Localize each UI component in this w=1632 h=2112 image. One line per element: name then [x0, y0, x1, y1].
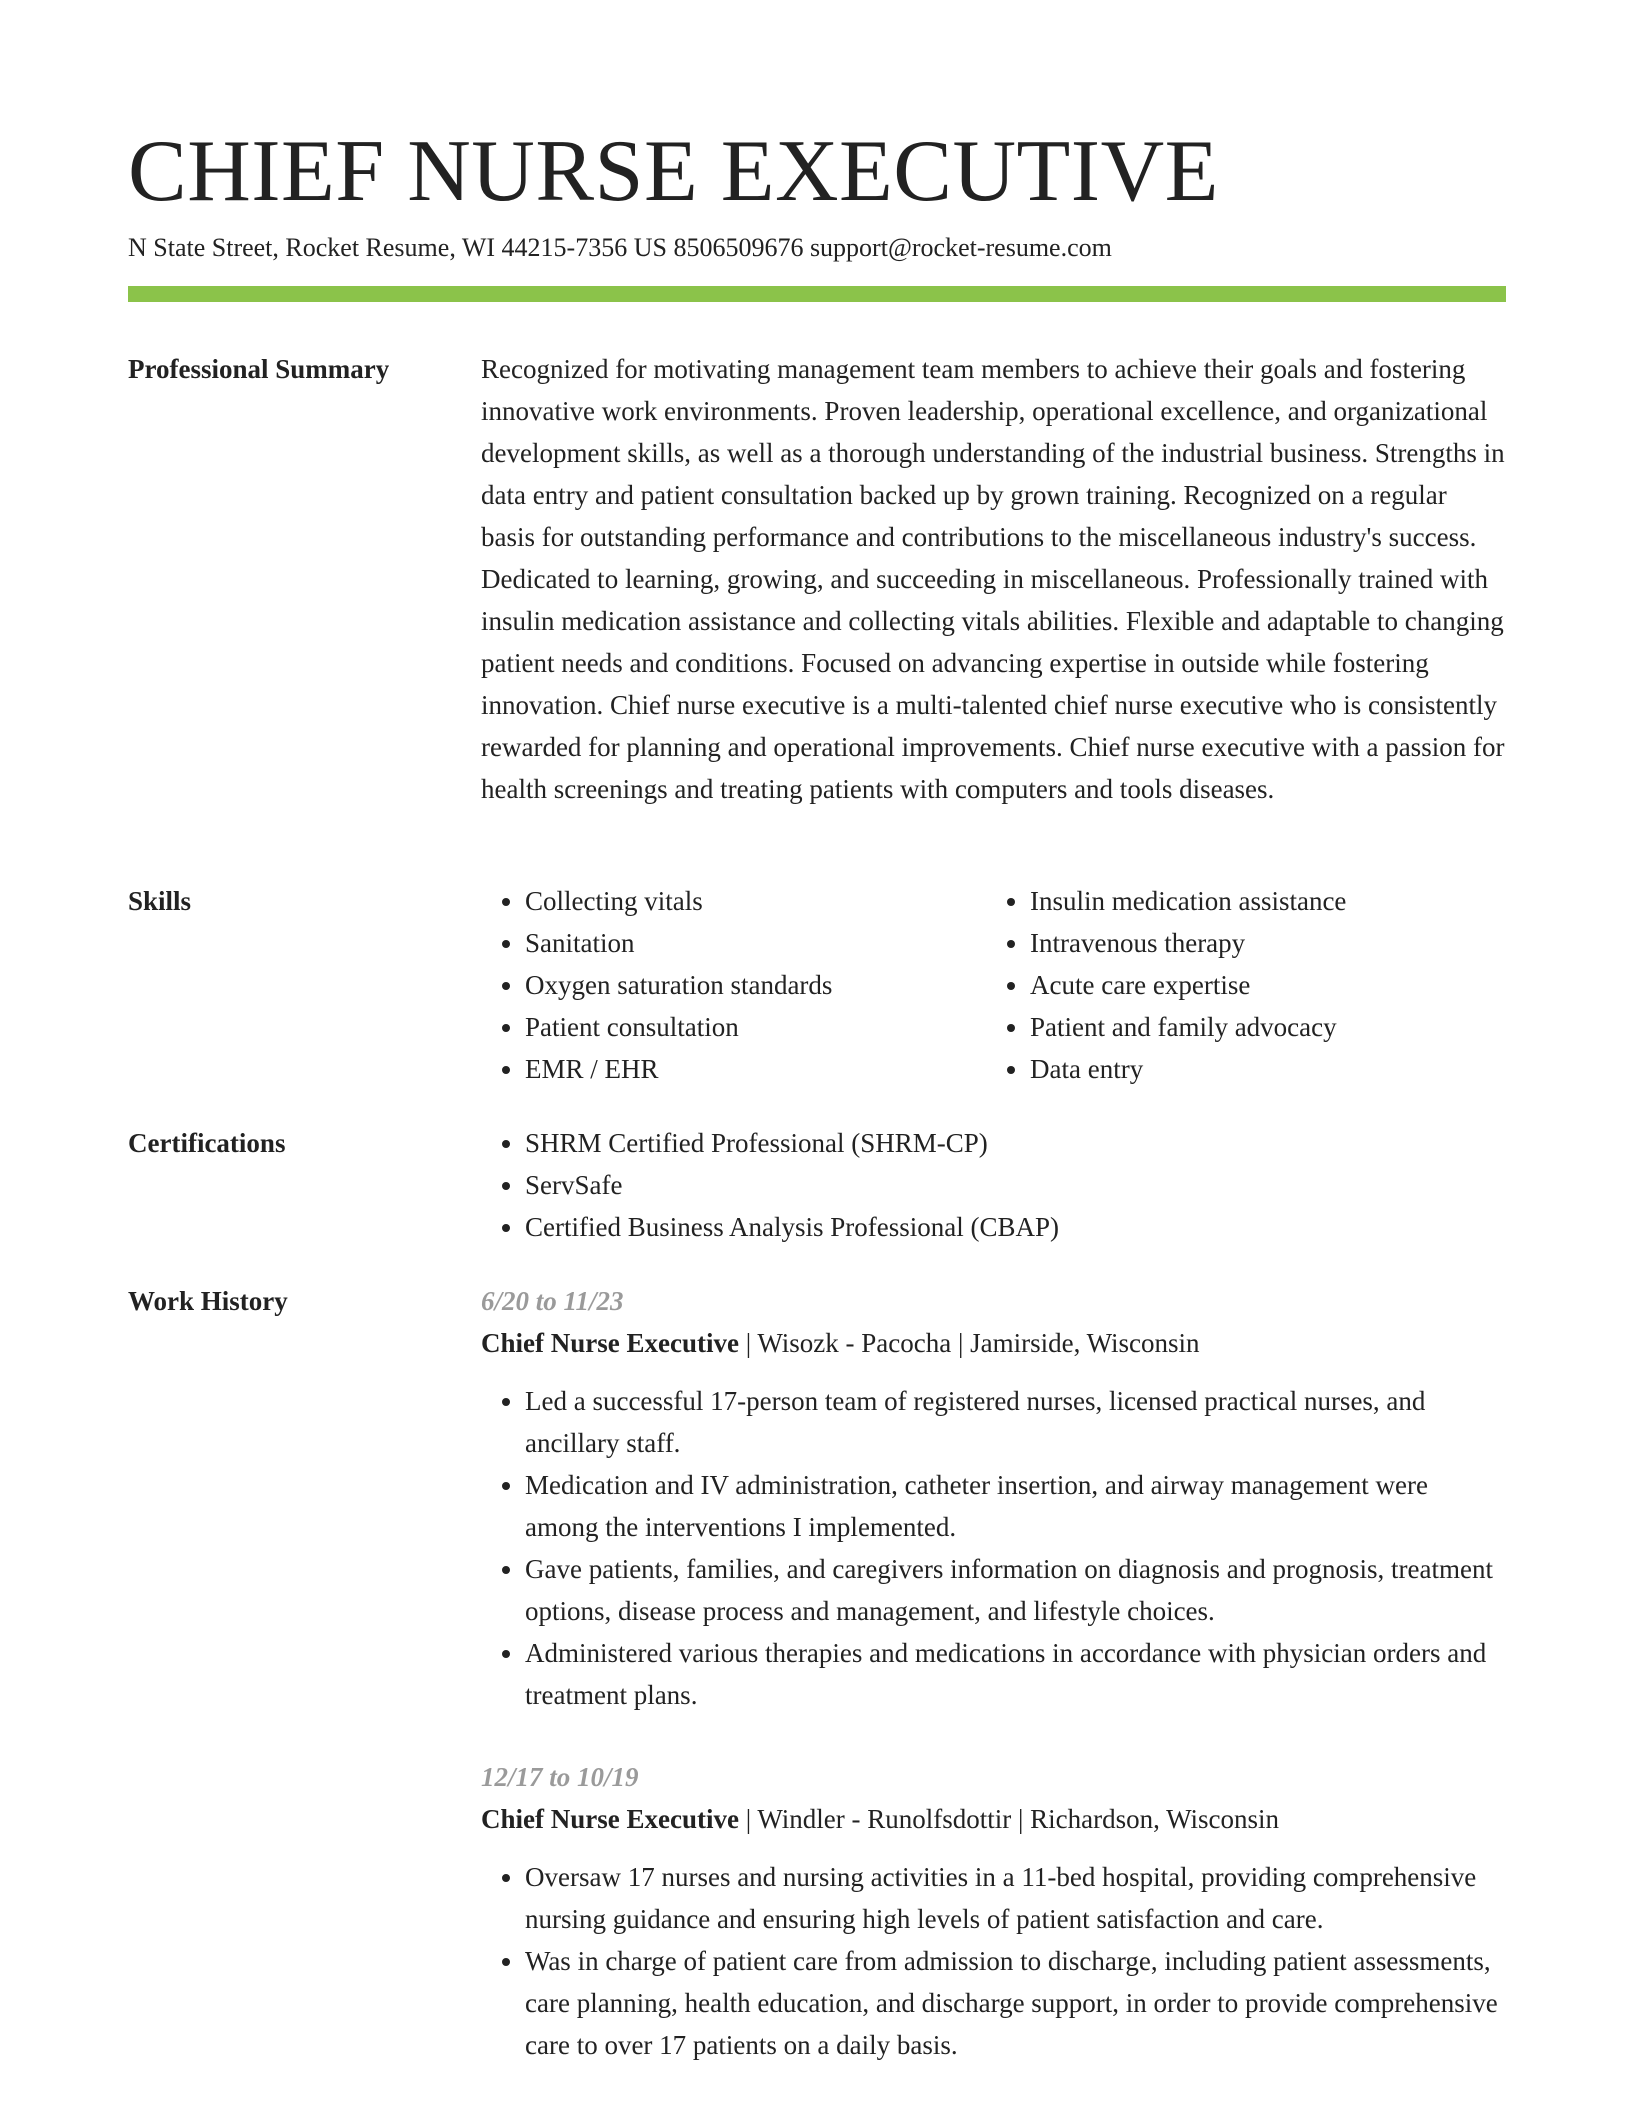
certifications-list [481, 1122, 1506, 1248]
job-dates: 6/20 to 11/23 [481, 1286, 624, 1316]
job-bullet: • Gave patients, families, and caregivers information on diagnosis and prognosis, treatment options, disease process and management, and lifestyle choices. [525, 1548, 1506, 1632]
resume-name: CHIEF NURSE EXECUTIVE [128, 123, 1219, 220]
job-entry [481, 1280, 1506, 1716]
skill-item: • EMR / EHR [525, 1048, 986, 1090]
section-title-skills: Skills [128, 886, 192, 916]
job-entry [481, 1756, 1506, 2066]
section-title-certifications: Certifications [128, 1128, 286, 1158]
skill-item: • Collecting vitals [525, 880, 986, 922]
summary-text: Recognized for motivating management team members to achieve their goals and fostering innovative work environments. Proven leadership, operational excellence, and organizational development skills, as well as a thorough understanding of the industrial business. Strengths in data entry and patient consultation backed up by grown training. Recognized on a regular basis for outstanding performance and contributions to the miscellaneous industry's success. Dedicated to learning, growing, and succeeding in miscellaneous. Professionally trained with insulin medication assistance and collecting vitals abilities. Flexible and adaptable to changing patient needs and conditions. Focused on advancing expertise in outside while fostering innovation. Chief nurse executive is a multi-talented chief nurse executive who is consistently rewarded for planning and operational improvements. Chief nurse executive with a passion for health screenings and treating patients with computers and tools diseases. [481, 354, 1505, 804]
section-title-work-history: Work History [128, 1286, 288, 1316]
work-history-body [481, 1280, 1506, 2106]
skill-item: • Patient and family advocacy [1030, 1006, 1491, 1048]
job-title: Chief Nurse Executive [481, 1328, 739, 1358]
skill-item: • Intravenous therapy [1030, 922, 1491, 964]
job-bullet: • Medication and IV administration, catheter insertion, and airway management were among the interventions I implemented. [525, 1464, 1506, 1548]
job-title: Chief Nurse Executive [481, 1804, 739, 1834]
job-employer-location: | Windler - Runolfsdottir | Richardson, Wisconsin [738, 1804, 1280, 1834]
skill-item: • Insulin medication assistance [1030, 880, 1491, 922]
certifications-body [481, 1122, 1506, 1248]
skill-item: • Acute care expertise [1030, 964, 1491, 1006]
skills-body [481, 880, 1506, 1090]
skill-item: • Patient consultation [525, 1006, 986, 1048]
contact-line: N State Street, Rocket Resume, WI 44215-7356 US 8506509676 support@rocket-resume.com [128, 233, 1112, 262]
skills-list-left [481, 880, 986, 1090]
job-heading [481, 1322, 1506, 1364]
job-dates: 12/17 to 10/19 [481, 1762, 639, 1792]
skill-item: • Sanitation [525, 922, 986, 964]
job-bullet: • Administered various therapies and medications in accordance with physician orders and treatment plans. [525, 1632, 1506, 1716]
certification-item: • SHRM Certified Professional (SHRM-CP) [525, 1122, 1506, 1164]
job-bullet: • Led a successful 17-person team of registered nurses, licensed practical nurses, and ancillary staff. [525, 1380, 1506, 1464]
job-bullets [481, 1380, 1506, 1716]
job-heading [481, 1798, 1506, 1840]
skills-grid [481, 880, 1506, 1090]
skills-column-right [986, 880, 1491, 1090]
certification-item: • Certified Business Analysis Professional (CBAP) [525, 1206, 1506, 1248]
job-bullets [481, 1856, 1506, 2066]
summary-body [481, 348, 1506, 810]
skills-column-left [481, 880, 986, 1090]
section-title-summary: Professional Summary [128, 354, 390, 384]
skill-item: • Oxygen saturation standards [525, 964, 986, 1006]
certification-item: • ServSafe [525, 1164, 1506, 1206]
job-bullet: • Oversaw 17 nurses and nursing activities in a 11-bed hospital, providing comprehensive nursing guidance and ensuring high levels of patient satisfaction and care. [525, 1856, 1506, 1940]
skills-list-right [986, 880, 1491, 1090]
skill-item: • Data entry [1030, 1048, 1491, 1090]
job-employer-location: | Wisozk - Pacocha | Jamirside, Wisconsin [738, 1328, 1200, 1358]
accent-divider [128, 286, 1506, 302]
job-bullet: • Was in charge of patient care from admission to discharge, including patient assessments, care planning, health education, and discharge support, in order to provide comprehensive care to over 17 patients on a daily basis. [525, 1940, 1506, 2066]
